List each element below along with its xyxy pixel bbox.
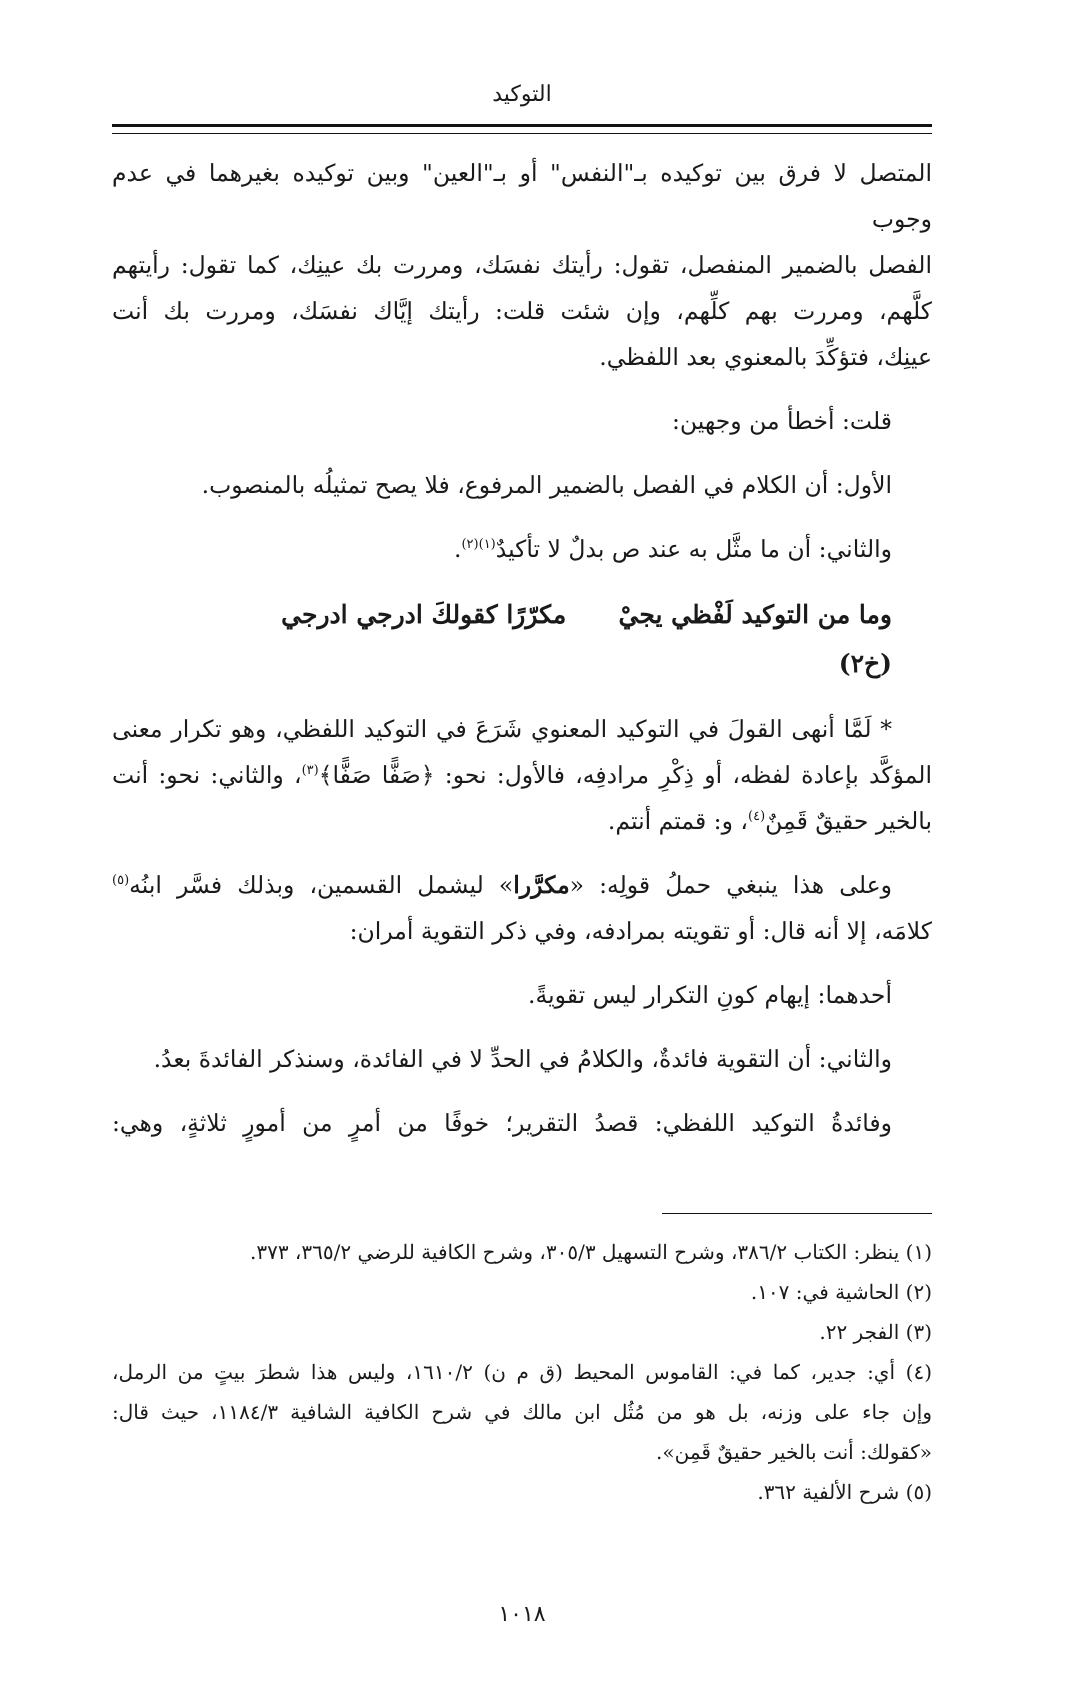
verse-text: وما من التوكيد لَفْظي يجيْ مكرّرًا كقولكَ ادرجي ادرجي bbox=[281, 600, 892, 629]
footnote-ref: (٤) bbox=[748, 809, 766, 825]
running-header: التوكيد bbox=[492, 82, 552, 107]
footnote: (٢) الحاشية في: ١٠٧. bbox=[750, 1280, 932, 1304]
verse-reference: (خ٢) bbox=[838, 649, 892, 678]
paragraph: قلت: أخطأ من وجهين: bbox=[672, 407, 892, 435]
page-number: ١٠١٨ bbox=[498, 1602, 546, 1627]
paragraph: وفائدةُ التوكيد اللفظي: قصدُ التقرير؛ خوفًا من أمرٍ من أمورٍ ثلاثةٍ، وهي: bbox=[112, 1109, 892, 1137]
paragraph: الأول: أن الكلام في الفصل بالضمير المرفوع، فلا يصح تمثيلُه بالمنصوب. bbox=[201, 471, 892, 499]
paragraph: والثاني: أن ما مثَّل به عند ص بدلٌ لا تأكيدٌ$^{(١)(٢)}$. bbox=[453, 535, 892, 563]
paragraph-line bbox=[112, 798, 932, 844]
paragraph: أحدهما: إيهام كونِ التكرار ليس تقويةً. bbox=[528, 981, 892, 1009]
paragraph-text: ، والثاني: نحو: أنت bbox=[112, 761, 302, 789]
paragraph-text: » ليشمل القسمين، وبذلك فسَّر ابنُه bbox=[129, 871, 514, 899]
paragraph: والثاني: أن التقوية فائدةٌ، والكلامُ في الحدِّ لا في الفائدة، وسنذكر الفائدةَ بعدُ. bbox=[153, 1045, 892, 1073]
footnote-ref: (١)(٢) bbox=[461, 537, 496, 553]
main-text bbox=[112, 150, 932, 1146]
footnote-ref: (٣) bbox=[301, 763, 319, 779]
paragraph-text: المؤكَّد بإعادة لفظه، أو ذِكْرِ مرادفِه، فالأول: نحو: ﴿صَفًّا صَفًّا﴾ bbox=[318, 761, 932, 789]
paragraph-line: كلَّهم، ومررت بهم كلِّهم، وإن شئت قلت: رأيتك إيَّاك نفسَك، ومررت بك أنت bbox=[112, 297, 932, 325]
paragraph-text: والثاني: أن ما مثَّل به عند ص بدلٌ لا تأكيدٌ bbox=[495, 535, 892, 563]
footnote-line: (٤) أي: جدير، كما في: القاموس المحيط (ق م ن) ١٦١٠/٢، وليس هذا شطرَ بيتٍ من الرمل، bbox=[112, 1360, 932, 1384]
footnote bbox=[112, 1352, 932, 1472]
paragraph-text: وعلى هذا ينبغي حملُ قولِه: « bbox=[569, 871, 892, 899]
footnotes bbox=[112, 1232, 932, 1512]
paragraph-line: كلامَه، إلا أنه قال: أو تقويته بمرادفه، وفي ذكر التقوية أمران: bbox=[349, 917, 932, 945]
footnote: (٥) شرح الألفية ٣٦٢. bbox=[757, 1480, 932, 1504]
paragraph-line: عينِك، فتؤكِّدَ بالمعنوي بعد اللفظي. bbox=[599, 343, 932, 371]
paragraph-line bbox=[112, 862, 932, 908]
paragraph-line: * لَمَّا أنهى القولَ في التوكيد المعنوي شَرَعَ في التوكيد اللفظي، وهو تكرار معنى bbox=[112, 715, 892, 743]
quoted-term: مكرَّرا bbox=[513, 871, 570, 899]
footnote: (٣) الفجر ٢٢. bbox=[819, 1320, 932, 1344]
paragraph-line: المتصل لا فرق بين توكيده بـ"النفس" أو بـ"العين" وبين توكيده بغيرهما في عدم وجوب bbox=[112, 159, 932, 233]
footnote-separator bbox=[662, 1213, 932, 1214]
footnote: (١) ينظر: الكتاب ٣٨٦/٢، وشرح التسهيل ٣٠٥/٣، وشرح الكافية للرضي ٣٦٥/٢، ٣٧٣. bbox=[249, 1240, 932, 1264]
verse-line bbox=[112, 590, 932, 640]
paragraph-text: بالخير حقيقٌ قَمِنٌ bbox=[765, 807, 932, 835]
footnote-line: وإن جاء على وزنه، بل هو من مُثُل ابن مالك في شرح الكافية الشافية ١١٨٤/٣، حيث قال: bbox=[112, 1400, 932, 1424]
header-rule-thick bbox=[112, 124, 932, 127]
paragraph-line bbox=[112, 752, 932, 798]
paragraph-line: الفصل بالضمير المنفصل، تقول: رأيتك نفسَك، ومررت بك عينِك، كما تقول: رأيتهم bbox=[112, 251, 932, 279]
footnote-line: «كقولك: أنت بالخير حقيقٌ قَمِن». bbox=[656, 1440, 932, 1464]
header-rule-thin bbox=[112, 133, 932, 134]
footnote-ref: (٥) bbox=[112, 873, 130, 889]
paragraph-text: ، و: قمتم أنتم. bbox=[607, 807, 749, 835]
